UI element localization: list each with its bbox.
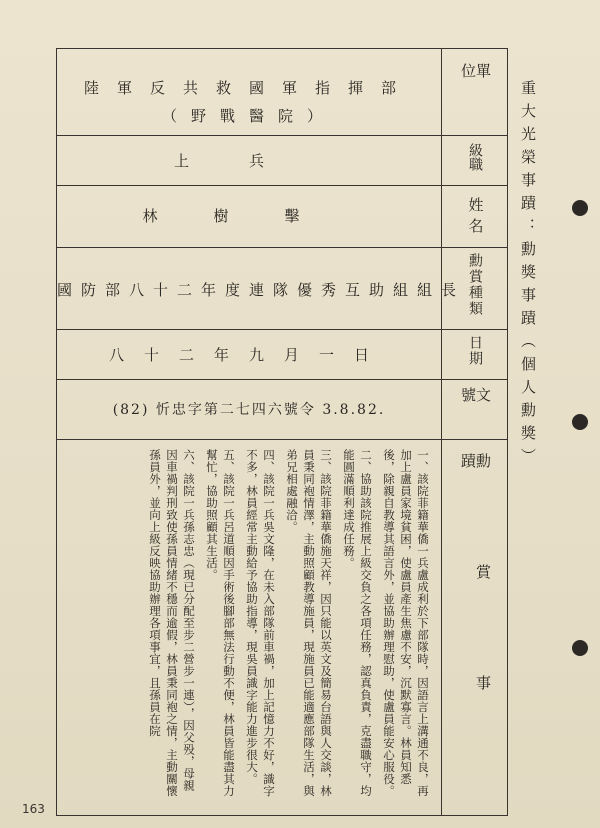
doc-no-row bbox=[57, 379, 507, 440]
date-label-cell bbox=[441, 329, 508, 379]
unit-name: 陸軍反共救國軍指揮部 bbox=[83, 79, 414, 97]
deed-item: 一、該院菲籍華僑一兵盧成利於下部隊時，因語言上溝通不良，再加上盧員家境貧困，使盧員產生焦慮不安，沉默寡言。林員知悉後，除親自教導其語言外，並協助辦理慰助，使盧員能安心服役。 bbox=[382, 449, 430, 797]
deeds-label: 勳賞事蹟 bbox=[459, 453, 492, 786]
deed-item: 五、該院一兵呂道順因手術後腳部無法行動不便，林員皆能盡其力幫忙，協助照顧其生活。 bbox=[205, 449, 236, 797]
award-type-row bbox=[57, 247, 507, 330]
date-label: 日期 bbox=[467, 335, 483, 367]
side-title: 重大光榮事蹟：勳獎事蹟（個人勳獎） bbox=[519, 80, 537, 471]
doc-no-label-cell bbox=[441, 379, 508, 439]
rank-row bbox=[57, 135, 507, 186]
unit-row bbox=[57, 49, 507, 136]
unit-label: 單位 bbox=[459, 63, 492, 106]
doc-no-value: (82) 忻忠字第二七四六號令 3.8.82. bbox=[112, 402, 386, 418]
date-row bbox=[57, 329, 507, 380]
deed-item: 二、協助該院推展上級交負之各項任務，認真負責，克盡職守，均能圓滿順利達成任務。 bbox=[342, 449, 373, 797]
deed-item: 六、該院一兵孫志忠（現已分配至步二營步一連），因父殁，母親因車禍判刑致使孫員情緒不穩而逾假，林員秉同袍之情，主動關懷孫員外，並向上級反映協助辦理各項事宜，且孫員在院 bbox=[148, 449, 196, 797]
deed-item: 四、該院一兵吳文隆，在未入部隊前車禍，加上記憶力不好，識字不多，林員經常主動給予協助指導，現吳員識字能力進步很大。 bbox=[245, 449, 276, 797]
deeds-label-cell bbox=[441, 439, 508, 815]
rank-value: 上兵 bbox=[173, 152, 324, 170]
award-type-label: 勳賞種類 bbox=[467, 253, 483, 317]
name-label: 姓名 bbox=[466, 197, 485, 239]
award-record-form bbox=[56, 48, 508, 816]
unit-label-cell bbox=[441, 49, 508, 135]
binder-hole bbox=[572, 640, 588, 656]
name-label-cell bbox=[441, 185, 508, 247]
name-row bbox=[57, 185, 507, 248]
unit-subname: （野戰醫院） bbox=[161, 107, 336, 125]
binder-hole bbox=[572, 414, 588, 430]
page-number: 163 bbox=[22, 802, 45, 816]
deed-item: 三、該院菲籍華僑施天祥，因只能以英文及簡易台語與人交談，林員秉同袍情澤，主動照顧教導施員，現施員已能適應部隊生活，與弟兄相處融洽。 bbox=[285, 449, 333, 797]
doc-no-label: 文號 bbox=[459, 387, 492, 416]
award-type-value: 國防部八十二年度連隊優秀互助組組長 bbox=[57, 281, 466, 299]
deeds-text bbox=[140, 449, 431, 799]
date-value: 八十二年九月一日 bbox=[108, 346, 389, 364]
rank-label-cell bbox=[441, 135, 508, 185]
rank-label: 級職 bbox=[467, 143, 483, 171]
award-type-label-cell bbox=[441, 247, 508, 329]
binder-hole bbox=[572, 200, 588, 216]
name-value: 林樹擊 bbox=[142, 207, 356, 225]
